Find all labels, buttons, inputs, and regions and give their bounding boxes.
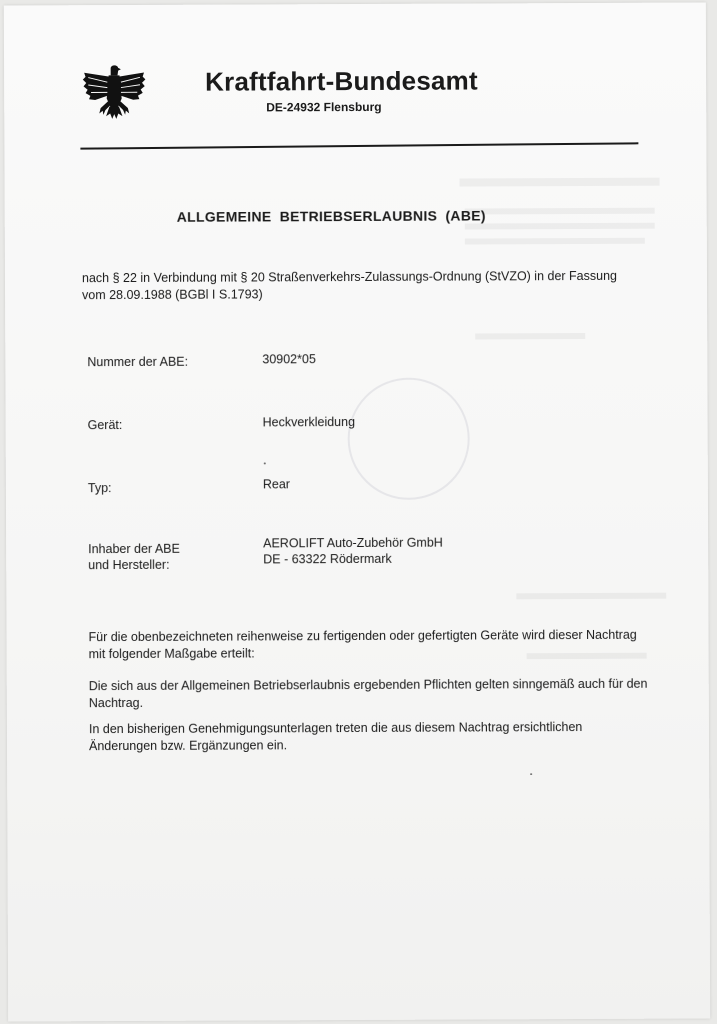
holder-label — [88, 541, 180, 573]
device-value: Heckverkleidung — [262, 415, 356, 430]
org-address: DE-24932 Flensburg — [266, 99, 382, 115]
faint-seal-stamp — [347, 378, 470, 501]
holder-value — [263, 535, 443, 568]
device-label: Gerät: — [87, 418, 123, 433]
holder-label-line: Inhaber der ABE — [88, 541, 180, 557]
header-divider — [80, 142, 638, 149]
holder-address: DE - 63322 Rödermark — [263, 551, 392, 567]
type-label: Typ: — [87, 481, 112, 496]
abe-number-label: Nummer der ABE: — [87, 354, 189, 370]
speck — [530, 773, 532, 775]
holder-label-line: und Hersteller: — [88, 557, 170, 573]
paragraph: Für die obenbezeichneten reihenweise zu fertigenden oder gefertigten Geräte wird dieser Nachtrag mit folgender Maßgabe erteilt: — [88, 627, 637, 662]
paragraph: Die sich aus der Allgemeinen Betriebserlaubnis ergebenden Pflichten gelten sinngemäß auch für den Nachtrag. — [88, 676, 648, 711]
legal-basis-text: nach § 22 in Verbindung mit § 20 Straßenverkehrs-Zulassungs-Ordnung (StVZO) in der Fassung vom 28.09.1988 (BGBl I S.1793) — [81, 268, 618, 303]
org-name: Kraftfahrt-Bundesamt — [205, 65, 478, 97]
federal-eagle-icon — [80, 59, 148, 127]
abe-number-value: 30902*05 — [262, 352, 316, 367]
paragraph: In den bisherigen Genehmigungsunterlagen treten die aus diesem Nachtrag ersichtlichen Änderungen bzw. Ergänzungen ein. — [88, 720, 583, 754]
document-title: ALLGEMEINE BETRIEBSERLAUBNIS (ABE) — [176, 207, 486, 225]
holder-company: AEROLIFT Auto-Zubehör GmbH — [263, 535, 443, 551]
speck — [264, 462, 266, 464]
document-page — [4, 2, 710, 1021]
type-value: Rear — [262, 477, 291, 492]
